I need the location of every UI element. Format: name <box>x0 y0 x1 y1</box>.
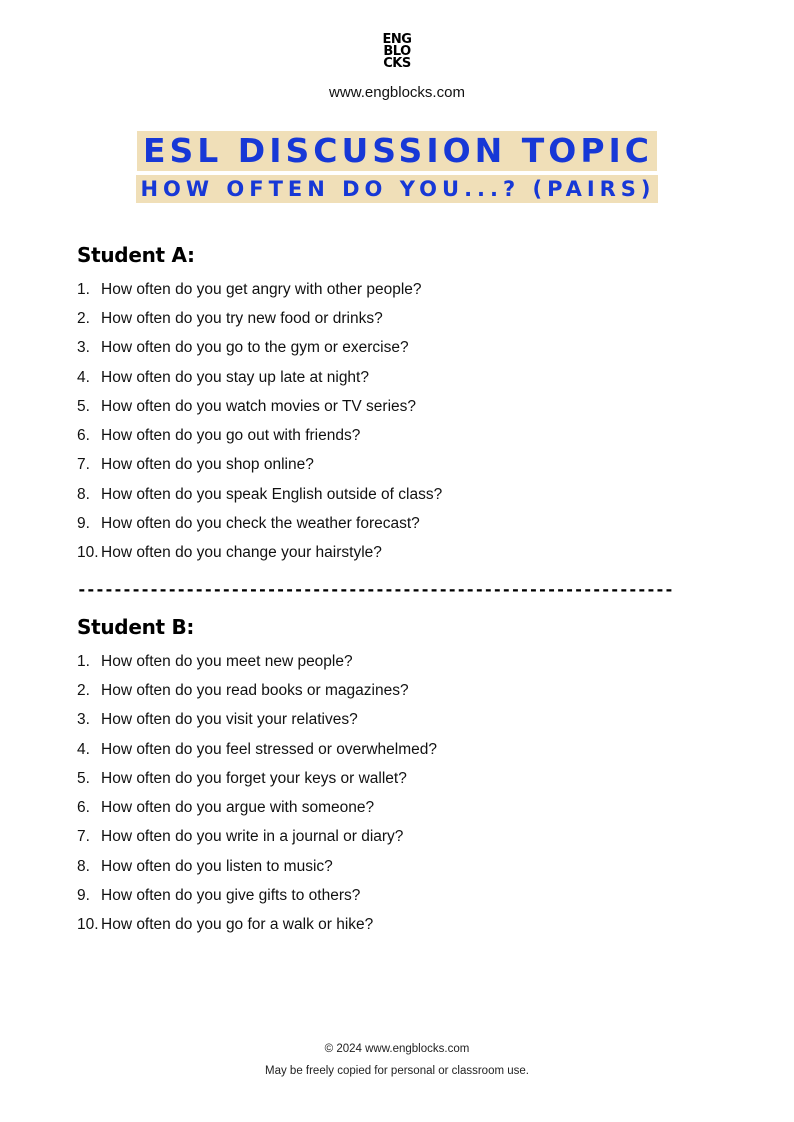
question-text: How often do you read books or magazines? <box>101 681 409 699</box>
question-item <box>77 421 442 450</box>
question-number: 7. <box>77 828 90 846</box>
question-number: 9. <box>77 887 90 905</box>
question-item <box>77 275 442 304</box>
question-item <box>77 881 437 910</box>
student-a-heading: Student A: <box>77 243 195 267</box>
page-subtitle: HOW OFTEN DO YOU...? (PAIRS) <box>136 175 657 203</box>
question-text: How often do you argue with someone? <box>101 799 375 817</box>
question-item <box>77 793 437 822</box>
question-text: How often do you go out with friends? <box>101 427 361 445</box>
logo-line: CKS <box>383 56 411 71</box>
question-item <box>77 509 442 538</box>
question-number: 10. <box>77 544 99 562</box>
question-number: 1. <box>77 280 90 298</box>
footer-copyright: © 2024 www.engblocks.com <box>324 1043 470 1055</box>
question-text: How often do you visit your relatives? <box>101 711 358 729</box>
question-text: How often do you write in a journal or diary? <box>101 828 404 846</box>
question-number: 2. <box>77 681 90 699</box>
question-item <box>77 480 442 509</box>
question-item <box>77 823 437 852</box>
question-text: How often do you try new food or drinks? <box>101 309 383 327</box>
question-text: How often do you watch movies or TV series? <box>101 397 417 415</box>
question-text: How often do you check the weather forecast? <box>101 515 420 533</box>
student-b-question-list <box>77 647 437 940</box>
question-text: How often do you get angry with other people? <box>101 280 422 298</box>
logo-line: ENG <box>382 32 412 47</box>
question-number: 10. <box>77 916 99 934</box>
question-item <box>77 539 442 568</box>
page-title: ESL DISCUSSION TOPIC <box>137 131 657 171</box>
question-item <box>77 676 437 705</box>
logo-line: BLO <box>383 44 411 59</box>
question-number: 5. <box>77 769 90 787</box>
site-url: www.engblocks.com <box>329 84 465 101</box>
question-item <box>77 735 437 764</box>
question-item <box>77 363 442 392</box>
question-text: How often do you stay up late at night? <box>101 368 369 386</box>
question-number: 5. <box>77 397 90 415</box>
question-number: 1. <box>77 652 90 670</box>
student-a-question-list <box>77 275 442 568</box>
question-number: 3. <box>77 711 90 729</box>
question-number: 7. <box>77 456 90 474</box>
question-text: How often do you speak English outside of class? <box>101 485 443 503</box>
title-block <box>0 131 794 203</box>
question-item <box>77 647 437 676</box>
question-item <box>77 392 442 421</box>
question-item <box>77 451 442 480</box>
student-b-heading: Student B: <box>77 615 195 639</box>
question-item <box>77 706 437 735</box>
question-text: How often do you shop online? <box>101 456 314 474</box>
section-divider: ------------------------------------------------------------------ <box>77 580 674 599</box>
question-item <box>77 852 437 881</box>
question-number: 6. <box>77 427 90 445</box>
question-number: 4. <box>77 740 90 758</box>
footer-note: May be freely copied for personal or classroom use. <box>265 1065 529 1077</box>
question-text: How often do you change your hairstyle? <box>101 544 382 562</box>
question-text: How often do you go to the gym or exercise? <box>101 339 409 357</box>
question-text: How often do you forget your keys or wallet? <box>101 769 407 787</box>
engblocks-logo <box>0 34 794 70</box>
question-number: 8. <box>77 485 90 503</box>
question-item <box>77 304 442 333</box>
question-text: How often do you go for a walk or hike? <box>101 916 374 934</box>
question-text: How often do you feel stressed or overwhelmed? <box>101 740 438 758</box>
question-item <box>77 764 437 793</box>
question-text: How often do you listen to music? <box>101 857 333 875</box>
question-number: 3. <box>77 339 90 357</box>
question-text: How often do you meet new people? <box>101 652 353 670</box>
question-number: 9. <box>77 515 90 533</box>
question-number: 6. <box>77 799 90 817</box>
question-number: 4. <box>77 368 90 386</box>
question-item <box>77 334 442 363</box>
question-text: How often do you give gifts to others? <box>101 887 361 905</box>
question-item <box>77 911 437 940</box>
question-number: 8. <box>77 857 90 875</box>
question-number: 2. <box>77 309 90 327</box>
